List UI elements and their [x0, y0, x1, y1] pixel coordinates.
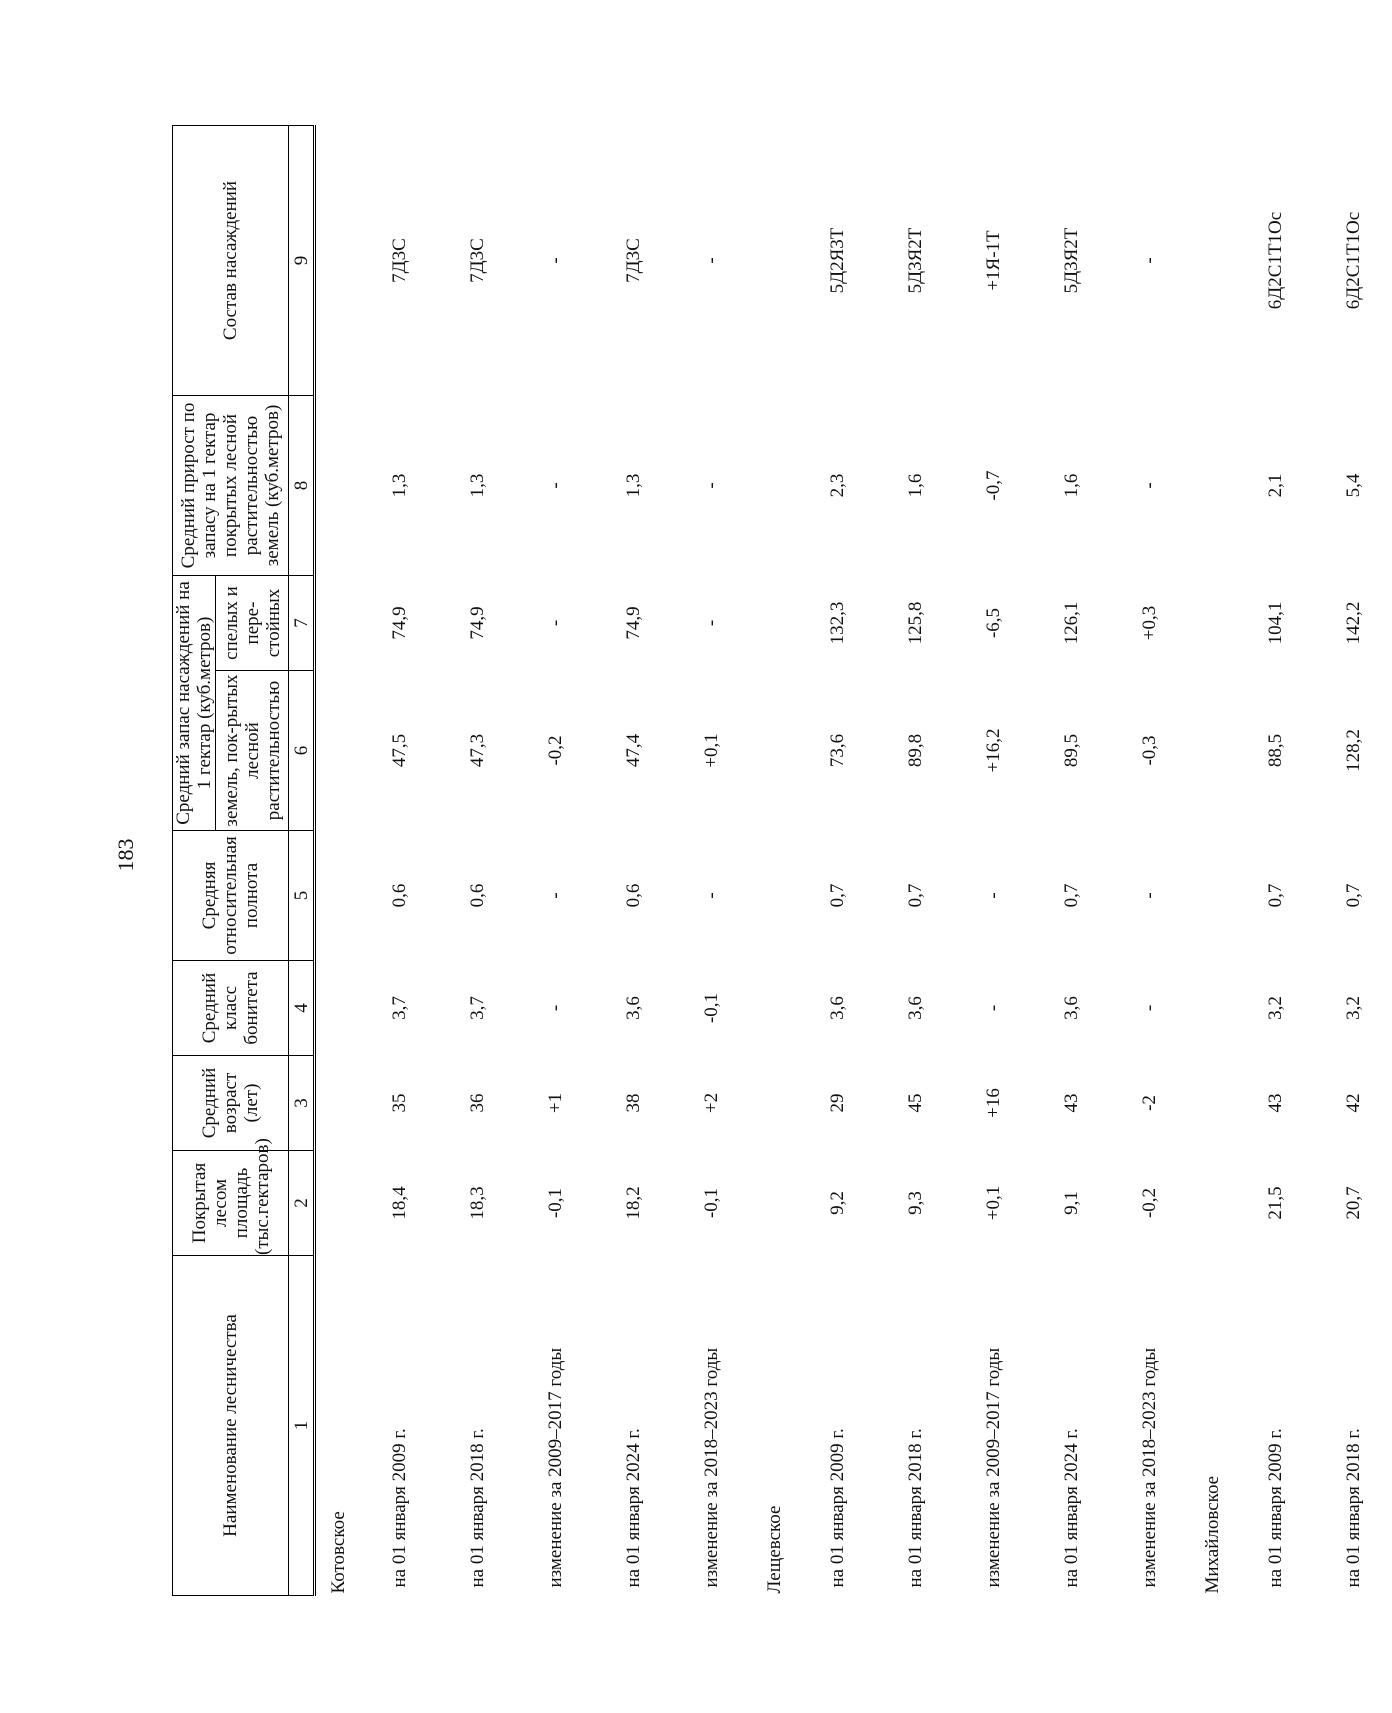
table-cell: - [1138, 482, 1160, 489]
table-cell: - [544, 619, 566, 627]
table-cell: 1,3 [388, 473, 410, 498]
table-cell: 89,8 [904, 733, 926, 768]
column-number: 3 [289, 1056, 315, 1151]
table-cell: 9,3 [904, 1191, 926, 1215]
table-cell: -6,5 [982, 607, 1004, 639]
table-row [516, 125, 594, 1595]
table-cell: 88,5 [1264, 733, 1286, 768]
row-label: изменение за 2018–2023 годы [1138, 1347, 1160, 1588]
table-cell: +16,2 [982, 728, 1004, 773]
header-bonitet: Средний класс бонитета [173, 961, 289, 1056]
table-row [1032, 125, 1110, 1595]
table-cell: 3,6 [826, 996, 848, 1020]
table-cell: 3,6 [904, 996, 926, 1020]
table-cell: 2,3 [826, 473, 848, 498]
table-cell: 9,2 [826, 1191, 848, 1215]
column-number: 6 [289, 671, 315, 831]
column-number: 8 [289, 395, 315, 575]
table-cell: 3,2 [1342, 996, 1364, 1020]
table-cell: - [544, 892, 566, 899]
row-label: на 01 января 2024 г. [622, 1428, 644, 1588]
table-cell: -0,2 [544, 735, 566, 766]
table-cell: 45 [904, 1093, 926, 1113]
table-row [438, 125, 516, 1595]
page-number: 183 [113, 838, 138, 872]
table-cell: 5Д3Я2Т [1060, 227, 1082, 294]
table-cell: 20,7 [1342, 1186, 1364, 1220]
table-cell: -0,3 [1138, 735, 1160, 766]
table-cell: - [982, 892, 1004, 899]
table-cell: - [700, 619, 722, 627]
table-cell: 132,3 [826, 601, 848, 645]
table-cell: 9,1 [1060, 1191, 1082, 1215]
table-cell: - [982, 1004, 1004, 1012]
rotated-table-container [172, 126, 1364, 1596]
table-cell: - [1138, 257, 1160, 264]
table-row [672, 125, 750, 1595]
column-number: 1 [289, 1256, 315, 1596]
table-cell: 36 [466, 1093, 488, 1113]
table-cell: 21,5 [1264, 1186, 1286, 1220]
table-cell: - [544, 482, 566, 489]
table-cell: 6Д2С1Т1Ос [1264, 211, 1286, 310]
table-cell: 0,6 [622, 883, 644, 908]
row-label: изменение за 2009–2017 годы [982, 1347, 1004, 1588]
table-cell: 42 [1342, 1093, 1364, 1113]
table-cell: 47,4 [622, 733, 644, 768]
column-number: 7 [289, 575, 315, 670]
table-cell: 47,3 [466, 733, 488, 768]
table-cell: 0,7 [1342, 883, 1364, 908]
table-cell: 126,1 [1060, 601, 1082, 645]
table-cell: - [1138, 892, 1160, 899]
table-cell: 43 [1264, 1093, 1286, 1113]
header-density: Средняя относительная полнота [173, 831, 289, 961]
table-cell: 0,6 [388, 883, 410, 908]
table-cell: 3,7 [388, 996, 410, 1020]
row-label: на 01 января 2009 г. [388, 1428, 410, 1588]
table-cell: 73,6 [826, 733, 848, 768]
table-cell: 0,7 [1060, 883, 1082, 908]
table-cell: 125,8 [904, 601, 926, 645]
table-cell: 74,9 [388, 606, 410, 640]
table-cell: 18,2 [622, 1186, 644, 1220]
header-area: Покрытая лесом площадь (тыс.гектаров) [173, 1151, 289, 1256]
table-row [1110, 125, 1188, 1595]
table-cell: 3,6 [1060, 996, 1082, 1020]
table-row [594, 125, 672, 1595]
table-cell: 104,1 [1264, 601, 1286, 645]
table-cell: 7Д3С [388, 238, 410, 283]
header-age: Средний возраст (лет) [173, 1056, 289, 1151]
table-row [1314, 125, 1392, 1595]
table-cell: 18,4 [388, 1186, 410, 1220]
table-cell: +0,3 [1138, 605, 1160, 641]
forest-stats-table [172, 125, 1392, 1596]
header-stock-covered: земель, пок-рытых лесной растительностью [216, 671, 289, 831]
table-cell: - [700, 257, 722, 264]
row-label: на 01 января 2024 г. [1060, 1428, 1082, 1588]
table-cell: 1,3 [622, 473, 644, 498]
table-cell: -0,1 [700, 1187, 722, 1219]
table-cell: +0,1 [982, 1185, 1004, 1221]
table-cell: 43 [1060, 1093, 1082, 1113]
column-number: 9 [289, 125, 315, 395]
table-cell: 5Д3Я2Т [904, 227, 926, 294]
table-cell: 3,2 [1264, 996, 1286, 1020]
table-cell: 5Д2Я3Т [826, 227, 848, 294]
table-cell: +0,1 [700, 733, 722, 768]
table-row [954, 125, 1032, 1595]
table-row [876, 125, 954, 1595]
table-cell: -0,7 [982, 470, 1004, 501]
table-cell: 1,3 [466, 473, 488, 498]
row-label: на 01 января 2018 г. [1342, 1428, 1364, 1588]
table-cell: 7Д3С [466, 238, 488, 283]
row-label: изменение за 2018–2023 годы [700, 1347, 722, 1588]
group-name: Михайловское [1201, 1475, 1223, 1594]
table-cell: 0,7 [1264, 883, 1286, 908]
header-growth: Средний прирост по запасу на 1 гектар покрытых лесной растительностью земель (куб.метров) [173, 395, 289, 575]
table-cell: 2,1 [1264, 473, 1286, 498]
table-row [360, 125, 438, 1595]
column-number: 4 [289, 961, 315, 1056]
table-cell: 7Д3С [622, 238, 644, 283]
table-cell: 35 [388, 1093, 410, 1113]
column-number-row [289, 125, 315, 1595]
table-cell: - [700, 892, 722, 899]
table-cell: 47,5 [388, 733, 410, 768]
table-cell: 6Д2С1Т1Ос [1342, 211, 1364, 310]
group-row [750, 125, 798, 1595]
group-row [315, 125, 361, 1595]
table-cell: - [1138, 1004, 1160, 1012]
row-label: изменение за 2009–2017 годы [544, 1347, 566, 1588]
header-composition: Состав насаждений [173, 125, 289, 395]
table-cell: - [700, 482, 722, 489]
table-cell: +1Я-1Т [982, 230, 1004, 291]
table-cell: 0,7 [904, 883, 926, 908]
group-row [1188, 125, 1236, 1595]
table-cell: 74,9 [466, 606, 488, 640]
table-cell: 74,9 [622, 606, 644, 640]
table-cell: -2 [1138, 1095, 1160, 1111]
table-cell: -0,2 [1138, 1187, 1160, 1219]
table-cell: 1,6 [1060, 473, 1082, 498]
table-cell: 0,6 [466, 883, 488, 908]
table-cell: +16 [982, 1088, 1004, 1118]
table-cell: 1,6 [904, 473, 926, 498]
header-stock-mature: спелых и пере-стойных [216, 575, 289, 670]
row-label: на 01 января 2009 г. [826, 1428, 848, 1588]
group-name: Лещевское [763, 1505, 785, 1594]
table-cell: +2 [700, 1092, 722, 1114]
table-cell: 128,2 [1342, 729, 1364, 772]
table-cell: 29 [826, 1093, 848, 1113]
table-cell: 3,7 [466, 996, 488, 1020]
table-cell: 142,2 [1342, 601, 1364, 645]
table-cell: -0,1 [544, 1187, 566, 1219]
table-cell: 3,6 [622, 996, 644, 1020]
row-label: на 01 января 2009 г. [1264, 1428, 1286, 1588]
table-cell: 18,3 [466, 1186, 488, 1220]
group-name: Котовское [327, 1511, 349, 1594]
table-row [798, 125, 876, 1595]
table-row [1236, 125, 1314, 1595]
table-cell: +1 [544, 1092, 566, 1114]
column-number: 5 [289, 831, 315, 961]
table-cell: 38 [622, 1093, 644, 1113]
table-cell: - [544, 257, 566, 264]
row-label: на 01 января 2018 г. [466, 1428, 488, 1588]
column-number: 2 [289, 1151, 315, 1256]
table-cell: -0,1 [700, 992, 722, 1024]
table-cell: 5,4 [1342, 473, 1364, 498]
header-stock-group: Средний запас насаждений на 1 гектар (куб.метров) [173, 575, 216, 830]
table-cell: 89,5 [1060, 733, 1082, 768]
table-cell: - [544, 1004, 566, 1012]
row-label: на 01 января 2018 г. [904, 1428, 926, 1588]
table-cell: 0,7 [826, 883, 848, 908]
table-body [315, 125, 1392, 1595]
header-name: Наименование лесничества [173, 1256, 289, 1596]
